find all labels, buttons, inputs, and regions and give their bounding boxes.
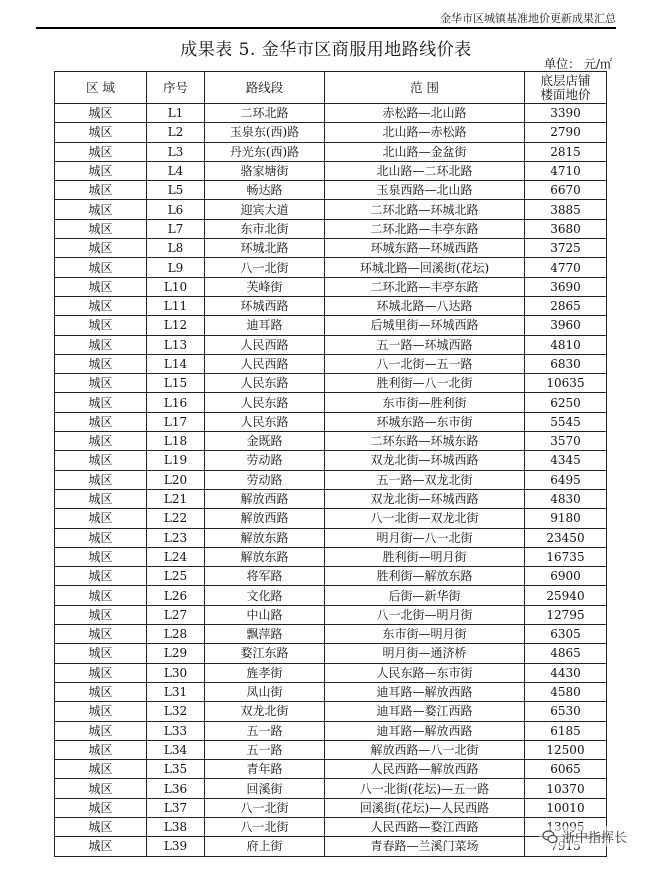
- header-rule: [36, 27, 616, 29]
- table-row: [55, 451, 607, 470]
- table-row: [55, 528, 607, 547]
- table-row: [55, 104, 607, 123]
- cell-number: L21: [147, 489, 205, 508]
- cell-road: 骆家塘街: [205, 161, 325, 180]
- cell-region: 城区: [55, 412, 147, 431]
- price-table: [54, 71, 607, 857]
- cell-range: 胜利街—明月街: [325, 547, 525, 566]
- cell-range: 玉泉西路—北山路: [325, 181, 525, 200]
- page-title: 成果表 5. 金华市区商服用地路线价表: [180, 40, 472, 60]
- cell-road: 劳动路: [205, 470, 325, 489]
- cell-region: 城区: [55, 354, 147, 373]
- cell-region: 城区: [55, 644, 147, 663]
- cell-road: 人民西路: [205, 354, 325, 373]
- cell-price: 4830: [525, 489, 607, 508]
- cell-range: 人民西路—解放西路: [325, 760, 525, 779]
- cell-price: 3690: [525, 277, 607, 296]
- cell-range: 后街—新华街: [325, 586, 525, 605]
- cell-range: 二环北路—环城北路: [325, 200, 525, 219]
- cell-price: 4580: [525, 682, 607, 701]
- cell-region: 城区: [55, 798, 147, 817]
- column-header-road: 路线段: [205, 72, 325, 104]
- cell-number: L12: [147, 316, 205, 335]
- cell-region: 城区: [55, 432, 147, 451]
- cell-range: 五一路—环城西路: [325, 335, 525, 354]
- table-row: [55, 161, 607, 180]
- cell-region: 城区: [55, 239, 147, 258]
- cell-range: 后城里街—环城西路: [325, 316, 525, 335]
- cell-price: 25940: [525, 586, 607, 605]
- table-row: [55, 142, 607, 161]
- cell-number: L14: [147, 354, 205, 373]
- cell-price: 5545: [525, 412, 607, 431]
- cell-number: L29: [147, 644, 205, 663]
- cell-price: 6900: [525, 567, 607, 586]
- cell-road: 环城北路: [205, 239, 325, 258]
- cell-range: 环城东路—东市街: [325, 412, 525, 431]
- cell-region: 城区: [55, 374, 147, 393]
- cell-region: 城区: [55, 817, 147, 836]
- cell-number: L5: [147, 181, 205, 200]
- cell-price: 6065: [525, 760, 607, 779]
- table-row: [55, 702, 607, 721]
- cell-range: 胜利街—八一北街: [325, 374, 525, 393]
- cell-road: 畅达路: [205, 181, 325, 200]
- cell-road: 双龙北街: [205, 702, 325, 721]
- table-header-row: [55, 72, 607, 104]
- table-row: [55, 625, 607, 644]
- cell-road: 回溪街: [205, 779, 325, 798]
- cell-number: L39: [147, 837, 205, 856]
- cell-road: 解放西路: [205, 489, 325, 508]
- cell-range: 二环北路—丰亭东路: [325, 219, 525, 238]
- cell-region: 城区: [55, 586, 147, 605]
- cell-price: 2790: [525, 123, 607, 142]
- cell-region: 城区: [55, 721, 147, 740]
- cell-region: 城区: [55, 528, 147, 547]
- cell-region: 城区: [55, 296, 147, 315]
- cell-number: L38: [147, 817, 205, 836]
- wechat-icon: [542, 829, 558, 845]
- cell-range: 解放西路—八一北街: [325, 740, 525, 759]
- cell-range: 东市街—胜利街: [325, 393, 525, 412]
- cell-road: 五一路: [205, 721, 325, 740]
- cell-road: 凤山街: [205, 682, 325, 701]
- table-row: [55, 817, 607, 836]
- cell-range: 北山路—赤松路: [325, 123, 525, 142]
- cell-range: 人民东路—东市街: [325, 663, 525, 682]
- cell-region: 城区: [55, 760, 147, 779]
- cell-range: 迪耳路—婺江西路: [325, 702, 525, 721]
- table-row: [55, 354, 607, 373]
- table-row: [55, 798, 607, 817]
- table-row: [55, 567, 607, 586]
- cell-road: 八一北街: [205, 817, 325, 836]
- cell-price: 10635: [525, 374, 607, 393]
- cell-price: 3390: [525, 104, 607, 123]
- cell-price: 4710: [525, 161, 607, 180]
- cell-region: 城区: [55, 682, 147, 701]
- table-row: [55, 779, 607, 798]
- cell-road: 劳动路: [205, 451, 325, 470]
- cell-range: 二环北路—丰亭东路: [325, 277, 525, 296]
- table-row: [55, 470, 607, 489]
- cell-price: 9180: [525, 509, 607, 528]
- watermark: [539, 826, 630, 847]
- cell-region: 城区: [55, 161, 147, 180]
- cell-number: L19: [147, 451, 205, 470]
- cell-region: 城区: [55, 104, 147, 123]
- cell-range: 二环东路—环城东路: [325, 432, 525, 451]
- cell-region: 城区: [55, 547, 147, 566]
- cell-price: 10370: [525, 779, 607, 798]
- cell-number: L20: [147, 470, 205, 489]
- cell-number: L2: [147, 123, 205, 142]
- column-header-region: 区 域: [55, 72, 147, 104]
- cell-price: 3570: [525, 432, 607, 451]
- cell-road: 丹光东(西)路: [205, 142, 325, 161]
- cell-range: 东市街—明月街: [325, 625, 525, 644]
- cell-price: 3725: [525, 239, 607, 258]
- cell-range: 环城北路—回溪街(花坛): [325, 258, 525, 277]
- cell-number: L9: [147, 258, 205, 277]
- cell-price: 23450: [525, 528, 607, 547]
- table-row: [55, 721, 607, 740]
- cell-range: 八一北街—明月街: [325, 605, 525, 624]
- table-row: [55, 547, 607, 566]
- table-row: [55, 412, 607, 431]
- cell-road: 环城西路: [205, 296, 325, 315]
- cell-number: L7: [147, 219, 205, 238]
- cell-road: 东市北街: [205, 219, 325, 238]
- table-row: [55, 296, 607, 315]
- cell-region: 城区: [55, 509, 147, 528]
- cell-range: 明月街—八一北街: [325, 528, 525, 547]
- cell-price: 6185: [525, 721, 607, 740]
- table-row: [55, 258, 607, 277]
- cell-road: 人民东路: [205, 412, 325, 431]
- cell-road: 婺江东路: [205, 644, 325, 663]
- cell-region: 城区: [55, 663, 147, 682]
- cell-range: 迪耳路—解放西路: [325, 682, 525, 701]
- cell-range: 双龙北街—环城西路: [325, 451, 525, 470]
- cell-region: 城区: [55, 335, 147, 354]
- cell-number: L26: [147, 586, 205, 605]
- cell-region: 城区: [55, 740, 147, 759]
- table-row: [55, 489, 607, 508]
- cell-region: 城区: [55, 258, 147, 277]
- cell-range: 北山路—金盆街: [325, 142, 525, 161]
- cell-number: L8: [147, 239, 205, 258]
- cell-region: 城区: [55, 181, 147, 200]
- cell-number: L10: [147, 277, 205, 296]
- cell-road: 玉泉东(西)路: [205, 123, 325, 142]
- column-header-range: 范 围: [325, 72, 525, 104]
- cell-region: 城区: [55, 200, 147, 219]
- cell-road: 五一路: [205, 740, 325, 759]
- cell-price: 4810: [525, 335, 607, 354]
- cell-number: L17: [147, 412, 205, 431]
- page-header: 金华市区城镇基准地价更新成果汇总: [440, 12, 616, 25]
- cell-range: 胜利街—解放东路: [325, 567, 525, 586]
- cell-price: 12500: [525, 740, 607, 759]
- cell-number: L23: [147, 528, 205, 547]
- cell-road: 解放东路: [205, 528, 325, 547]
- cell-range: 青春路—兰溪门菜场: [325, 837, 525, 856]
- table-row: [55, 316, 607, 335]
- cell-price: 12795: [525, 605, 607, 624]
- cell-range: 五一路—双龙北街: [325, 470, 525, 489]
- cell-price: 6495: [525, 470, 607, 489]
- cell-range: 环城东路—环城西路: [325, 239, 525, 258]
- table-row: [55, 374, 607, 393]
- cell-region: 城区: [55, 837, 147, 856]
- cell-road: 芙峰街: [205, 277, 325, 296]
- cell-road: 旌孝街: [205, 663, 325, 682]
- cell-price: 4865: [525, 644, 607, 663]
- table-row: [55, 663, 607, 682]
- cell-road: 解放西路: [205, 509, 325, 528]
- cell-range: 八一北街(花坛)—五一路: [325, 779, 525, 798]
- cell-road: 人民西路: [205, 335, 325, 354]
- column-header-number: 序号: [147, 72, 205, 104]
- cell-region: 城区: [55, 567, 147, 586]
- table-row: [55, 277, 607, 296]
- cell-road: 八一北街: [205, 258, 325, 277]
- table-row: [55, 682, 607, 701]
- cell-range: 八一北街—双龙北街: [325, 509, 525, 528]
- cell-number: L6: [147, 200, 205, 219]
- cell-price: 6670: [525, 181, 607, 200]
- table-row: [55, 393, 607, 412]
- watermark-text: 浙中指挥长: [561, 831, 627, 846]
- cell-price: 3680: [525, 219, 607, 238]
- cell-region: 城区: [55, 489, 147, 508]
- cell-number: L24: [147, 547, 205, 566]
- cell-range: 人民西路—婺江西路: [325, 817, 525, 836]
- cell-price: 6305: [525, 625, 607, 644]
- column-header-price: [525, 72, 607, 104]
- cell-number: L4: [147, 161, 205, 180]
- cell-price: 3960: [525, 316, 607, 335]
- cell-road: 中山路: [205, 605, 325, 624]
- cell-price: 4345: [525, 451, 607, 470]
- table-row: [55, 200, 607, 219]
- table-row: [55, 335, 607, 354]
- cell-road: 青年路: [205, 760, 325, 779]
- cell-region: 城区: [55, 779, 147, 798]
- cell-region: 城区: [55, 625, 147, 644]
- cell-road: 人民东路: [205, 393, 325, 412]
- cell-region: 城区: [55, 470, 147, 489]
- cell-road: 二环北路: [205, 104, 325, 123]
- cell-price: 6250: [525, 393, 607, 412]
- cell-road: 将军路: [205, 567, 325, 586]
- cell-number: L13: [147, 335, 205, 354]
- cell-number: L1: [147, 104, 205, 123]
- cell-range: 回溪街(花坛)—人民西路: [325, 798, 525, 817]
- cell-road: 迎宾大道: [205, 200, 325, 219]
- cell-range: 明月街—通济桥: [325, 644, 525, 663]
- cell-region: 城区: [55, 219, 147, 238]
- cell-road: 文化路: [205, 586, 325, 605]
- cell-number: L37: [147, 798, 205, 817]
- cell-region: 城区: [55, 316, 147, 335]
- cell-region: 城区: [55, 393, 147, 412]
- table-row: [55, 219, 607, 238]
- cell-number: L22: [147, 509, 205, 528]
- cell-road: 迪耳路: [205, 316, 325, 335]
- cell-region: 城区: [55, 451, 147, 470]
- table-row: [55, 586, 607, 605]
- cell-road: 金既路: [205, 432, 325, 451]
- cell-road: 八一北街: [205, 798, 325, 817]
- cell-number: L33: [147, 721, 205, 740]
- cell-number: L32: [147, 702, 205, 721]
- cell-range: 八一北街—五一路: [325, 354, 525, 373]
- cell-number: L27: [147, 605, 205, 624]
- cell-price: 4430: [525, 663, 607, 682]
- cell-range: 北山路—二环北路: [325, 161, 525, 180]
- table-row: [55, 509, 607, 528]
- cell-road: 飘萍路: [205, 625, 325, 644]
- cell-range: 环城北路—八达路: [325, 296, 525, 315]
- price-header-line: 底层店铺: [540, 72, 591, 88]
- cell-number: L3: [147, 142, 205, 161]
- cell-price: 6830: [525, 354, 607, 373]
- cell-number: L18: [147, 432, 205, 451]
- cell-number: L31: [147, 682, 205, 701]
- table-row: [55, 432, 607, 451]
- table-row: [55, 181, 607, 200]
- cell-range: 迪耳路—解放西路: [325, 721, 525, 740]
- table-row: [55, 123, 607, 142]
- table-row: [55, 605, 607, 624]
- table-row: [55, 644, 607, 663]
- cell-range: 赤松路—北山路: [325, 104, 525, 123]
- cell-road: 人民东路: [205, 374, 325, 393]
- table-row: [55, 837, 607, 856]
- cell-range: 双龙北街—环城西路: [325, 489, 525, 508]
- cell-region: 城区: [55, 142, 147, 161]
- table-row: [55, 760, 607, 779]
- cell-region: 城区: [55, 605, 147, 624]
- cell-price: 2865: [525, 296, 607, 315]
- cell-price: 3885: [525, 200, 607, 219]
- cell-number: L25: [147, 567, 205, 586]
- cell-region: 城区: [55, 702, 147, 721]
- price-header-line: 楼面地价: [540, 86, 591, 102]
- cell-number: L30: [147, 663, 205, 682]
- cell-number: L36: [147, 779, 205, 798]
- cell-region: 城区: [55, 277, 147, 296]
- cell-price: 4770: [525, 258, 607, 277]
- cell-number: L15: [147, 374, 205, 393]
- unit-label: 单位： 元/㎡: [544, 57, 612, 71]
- cell-road: 解放东路: [205, 547, 325, 566]
- cell-road: 府上街: [205, 837, 325, 856]
- table-row: [55, 239, 607, 258]
- cell-number: L35: [147, 760, 205, 779]
- cell-number: L34: [147, 740, 205, 759]
- cell-price: 2815: [525, 142, 607, 161]
- cell-region: 城区: [55, 123, 147, 142]
- cell-number: L28: [147, 625, 205, 644]
- table-row: [55, 740, 607, 759]
- cell-price: 10010: [525, 798, 607, 817]
- cell-number: L11: [147, 296, 205, 315]
- cell-number: L16: [147, 393, 205, 412]
- cell-price: 16735: [525, 547, 607, 566]
- cell-price: 6530: [525, 702, 607, 721]
